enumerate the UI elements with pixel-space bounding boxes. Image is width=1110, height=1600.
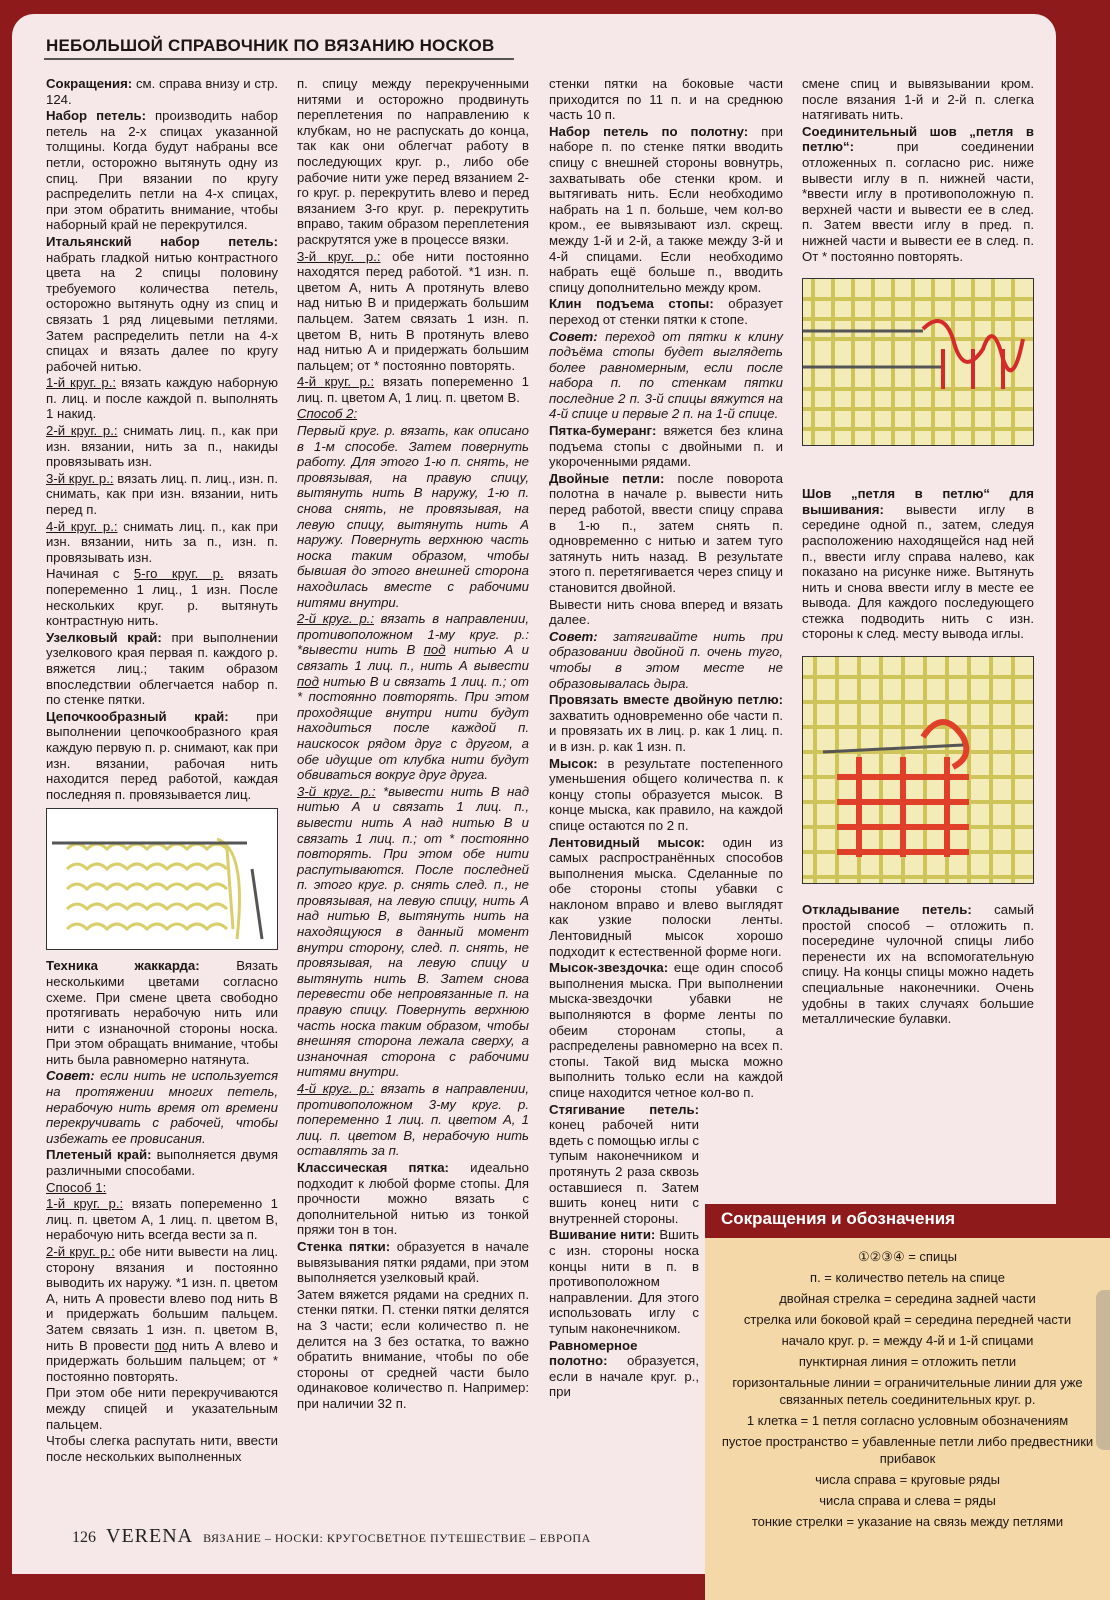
legend-item: 1 клетка = 1 петля согласно условным обозначениям <box>746 1413 1069 1428</box>
paragraph: 2-й круг. р.: снимать лиц. п., как при изн. вязании, нить за п., накиды провязывать изн. <box>46 423 278 470</box>
paragraph: Провязать вместе двойную петлю: захватить одновременно обе части п. и провязать их в лиц. р. как 1 лиц. п. и в изн. р. как 1 изн. п. <box>549 692 783 754</box>
paragraph: При этом обе нити перекручиваются между спицей и указательным пальцем. <box>46 1385 278 1432</box>
paragraph: Затем вяжется рядами на средних п. стенки пятки. П. стенки пятки делятся на 3 части; если количество п. не делится на 3 без остатка, то важно обратить внимание, чтобы по обе стороны от средней части было одинаковое количество п. Например: при наличии 32 п. <box>297 1286 529 1411</box>
legend-item: начало круг. р. = между 4-й и 1-й спицами <box>781 1333 1034 1348</box>
column-2 <box>297 76 529 1412</box>
paragraph: Набор петель: производить набор петель на 2-х спицах указанной толщины. Когда будут набраны все петли, осторожно вытянуть одну из спиц. При вязании по кругу распределить петли на 4-х спицах, при этом обратить внимание, чтобы наборный край не перекрутился. <box>46 108 279 233</box>
column-4 <box>802 76 1034 1028</box>
paragraph: Стенка пятки: образуется в начале вывязывания пятки рядами, при этом выполняется узелковый край. <box>297 1238 529 1286</box>
paragraph: Мысок: в результате постепенного уменьшения общего количества п. к концу стопы образуется мысок. В конце мыска, как правило, на каждой спице остаются по 2 п. <box>549 755 783 833</box>
paragraph: Соединительный шов „петля в петлю“: при соединении отложенных п. согласно рис. ниже вывести иглу в п. нижней части, *ввести иглу в противоположную п. верхней части и вывести ее в след. п. Затем ввести иглу в пред. п. нижней части и вывести ее в след. п. От * постоянно повторять. <box>802 123 1034 264</box>
legend-item: числа справа и слева = ряды <box>819 1493 996 1508</box>
paragraph: 2-й круг. р.: вязать в направлении, противоположном 1-му круг. р.: *вывести нить В под нитью А и связать 1 лиц. п., нить А вывести под нитью В и связать 1 лиц. п.; от * постоянно повторять. При этом проходящие внутри нити будут находиться после каждой п. наискосок рядом друг с другом, а обе идущие от клубка нити будут обвиваться вокруг друг друга. <box>297 611 529 783</box>
legend-box <box>705 1204 1110 1600</box>
paragraph: Мысок-звездочка: еще один способ выполнения мыска. При выполнении мыска-звездочки убавки не выполняются в форме ленты по обеим сторонам стопы, а распределены равномерно на всех п. стопы. Такой вид мыска можно выполнить только если на каждой спице находится четное кол-во п. <box>549 960 783 1100</box>
paragraph: 1-й круг. р.: вязать каждую наборную п. лиц. и после каждой п. выполнять 1 накид. <box>46 375 279 422</box>
legend-item: стрелка или боковой край = середина передней части <box>743 1312 1072 1327</box>
paragraph: Вывести нить снова вперед и вязать далее. <box>549 596 783 628</box>
paragraph: Стягивание петель: конец рабочей нити вдеть с помощью иглы с тупым наконечником и протянуть 2 раза сквозь оставшиеся п. Затем вшить конец нити с внутренней стороны. <box>549 1101 699 1226</box>
paragraph: Совет: если нить не используется на протяжении многих петель, нерабочую нить время от времени перекручивать с рабочей, чтобы избежать ее провисания. <box>46 1068 278 1146</box>
brand-logo: VERENA <box>106 1525 194 1547</box>
paragraph: Начиная с 5-го круг. р. вязать попеременно 1 лиц., 1 изн. После нескольких круг. р. вытянуть контрастную нить. <box>46 566 278 629</box>
paragraph: Способ 2: <box>297 406 358 422</box>
paragraph: 2-й круг. р.: обе нити вывести на лиц. сторону вязания и постоянно выводить их наружу. *1 изн. п. цветом А, нить А провести влево под нить В и придержать большим пальцем. Затем связать 1 изн. п. цветом В, нить В провести под нить А влево и придержать большим пальцем; от * постоянно повторять. <box>46 1244 278 1384</box>
paragraph: Техника жаккарда: Вязать несколькими цветами согласно схеме. При смене цвета свободно протягивать нерабочую нить или нити с изнаночной стороны носка. При этом обращать внимание, чтобы нить была равномерно натянута. <box>46 958 278 1067</box>
paragraph: Способ 1: <box>46 1179 107 1195</box>
paragraph: Чтобы слегка распутать нити, ввести после нескольких выполненных <box>46 1433 278 1464</box>
column-1 <box>46 76 278 1465</box>
page-title: НЕБОЛЬШОЙ СПРАВОЧНИК ПО ВЯЗАНИЮ НОСКОВ <box>46 36 495 55</box>
paragraph: 3-й круг. р.: обе нити постоянно находятся перед работой. *1 изн. п. цветом А, нить А протянуть влево над нитью В и придержать большим пальцем. Затем связать 1 изн. п. цветом В, нить В протянуть влево над нитью А и придержать большим пальцем; от * постоянно повторять. <box>297 248 529 373</box>
paragraph: Вшивание нити: Вшить с изн. стороны носка концы нити в п. в противоположном направлении. Для этого использовать иглу с тупым наконечником. <box>549 1227 699 1336</box>
paragraph: Цепочкообразный край: при выполнении цепочкообразного края каждую первую п. р. снимают, как при изн. вязании, рабочая нить находится перед работой, каждая последняя п. провязывается лиц. <box>46 708 278 802</box>
footer <box>72 1525 591 1548</box>
legend-item: горизонтальные линии = ограничительные линии для уже связанных петель соединительных круг. р. <box>732 1375 1083 1407</box>
paragraph: Пятка-бумеранг: вяжется без клина подъема стопы с двойными п. и укороченными рядами. <box>549 423 783 470</box>
paragraph: п. спицу между перекрученными нитями и осторожно продвинуть переплетения по направлению к клубкам, но не распускать до конца, так как они облегчат работу в последующих круг. р., либо обе рабочие нити уже перед вязанием 2-го круг. р. перекрутить влево и перед вязанием 3-го круг. р. перекрутить вправо, таким образом переплетения раскрутятся уже в процессе вязки. <box>297 76 529 247</box>
paragraph: 3-й круг. р.: вязать лиц. п. лиц., изн. п. снимать, как при изн. вязании, нить перед п. <box>46 470 278 518</box>
title-underline <box>44 58 514 60</box>
paragraph: Клин подъема стопы: образует переход от стенки пятки к стопе. <box>549 296 783 327</box>
legend-item: пунктирная линия = отложить петли <box>798 1354 1017 1369</box>
paragraph: Сокращения: см. справа внизу и стр. 124. <box>46 76 278 107</box>
knitting-illustration-duplicate-stitch <box>802 656 1034 884</box>
page-number: 126 <box>72 1529 96 1546</box>
paragraph: Совет: затягивайте нить при образовании двойной п. очень туго, чтобы в этом месте не образовывалась дыра. <box>549 628 783 691</box>
footer-subtitle: ВЯЗАНИЕ – НОСКИ: КРУГОСВЕТНОЕ ПУТЕШЕСТВИЕ – ЕВРОПА <box>203 1531 591 1545</box>
legend-item: тонкие стрелки = указание на связь между петлями <box>751 1514 1064 1529</box>
paragraph: Лентовидный мысок: один из самых распространённых способов выполнения мыска. Сделанные по обе стороны стопы убавки с наклоном вправо и влево выглядят как узкие полоски ленты. Лентовидный мысок хорошо подходит к естественной форме ноги. <box>549 834 783 959</box>
legend-item: пустое пространство = убавленные петли либо предвестники прибавок <box>721 1434 1094 1466</box>
paragraph: Шов „петля в петлю“ для вышивания: вывести иглу в середине одной п., затем, следуя расположению находящейся над ней п., ввести иглу справа налево, как показано на рисунке ниже. Вытянуть нить и снова ввести иглу в месте ее вывода. Для каждого последующего стежка подводить нить с изн. стороны к след. месту вывода иглы. <box>802 486 1034 642</box>
knitting-illustration-1 <box>46 808 278 950</box>
paragraph: смене спиц и вывязывании кром. после вязания 1-й и 2-й п. слегка натягивать нить. <box>802 76 1034 123</box>
column-3 <box>549 76 783 1401</box>
paragraph: Равномерное полотно: образуется, если в начале круг. р., при <box>549 1337 699 1400</box>
paragraph: 4-й круг. р.: вязать в направлении, противоположном 3-му круг. р. попеременно 1 лиц. п. цветом А, 1 лиц. п. цветом В, нерабочую нить оставлять за п. <box>297 1081 529 1159</box>
paragraph: Набор петель по полотну: при наборе п. по стенке пятки вводить спицу с внешней стороны вовнутрь, захватывать обе стенки кром. и вытягивать нить. Если необходимо набрать на 1 п. больше, чем кол-во кром., ее вывязывают изл. скрещ. между 1-й и 2-й, а также между 3-й и 4-й спицами. Если необходимо набрать ещё больше п., вводить спицу дополнительно между кром. <box>549 123 783 295</box>
paragraph: 3-й круг. р.: *вывести нить В над нитью А и связать 1 лиц. п., вывести нить А над нитью В и связать 1 лиц. п.; от * постоянно повторять. При этом обе нити распутываются. После последней п. этого круг. р. снять след. п., не провязывая, на левую спицу, нить А над нитью В, вытянуть нить на находящуюся в данный момент внутри сторону, след. п. снять, не провязывая, на левую спицу и вытянуть нить В. Затем снова перевести обе непровязанные п. на правую спицу. Повернуть верхнюю часть носка таким образом, чтобы внешняя сторона лежала сверху, а изнаночная сторона с рабочими нитями внутри. <box>297 783 530 1080</box>
legend-list <box>705 1238 1110 1530</box>
paragraph: Откладывание петель: самый простой способ – отложить п. посередине чулочной спицы либо перенести их на вспомогательную спицу. На концы спицы можно надеть специальные наконечники. Очень удобны в таких случаях большие металлические булавки. <box>802 902 1034 1027</box>
legend-item: ①②③④ = спицы <box>857 1249 958 1264</box>
paragraph: 4-й круг. р.: вязать попеременно 1 лиц. п. цветом А, 1 лиц. п. цветом В. <box>297 374 529 405</box>
paragraph: 4-й круг. р.: снимать лиц. п., как при изн. вязании, нить за п., изн. п. провязывать изн. <box>46 518 278 565</box>
paragraph: стенки пятки на боковые части приходится по 11 п. и на среднюю часть 10 п. <box>549 76 783 123</box>
legend-item: двойная стрелка = середина задней части <box>779 1291 1036 1306</box>
legend-item: п. = количество петель на спице <box>810 1270 1005 1285</box>
paragraph: 1-й круг. р.: вязать попеременно 1 лиц. п. цветом А, 1 лиц. п. цветом В, нерабочую нить всегда вести за п. <box>46 1196 278 1243</box>
knitting-illustration-grafting <box>802 278 1034 446</box>
paragraph: Первый круг. р. вязать, как описано в 1-м способе. Затем повернуть работу. Для этого 1-ю п. снять, не провязывая, на правую спицу, вытянуть нить В наружу, 1-ю п. снова снять, не провязывая, на левую спицу, вытянуть нить А наружу. Повернуть верхнюю часть носка таким образом, чтобы бывшая до этого внешней сторона находилась вместе с рабочими нитями внутри. <box>297 423 529 610</box>
legend-item: числа справа = круговые ряды <box>815 1472 1000 1487</box>
paragraph: Двойные петли: после поворота полотна в начале р. вывести нить перед работой, ввести спицу справа в 1-ю п., затем снять п. одновременно с нитью и затем туго затянуть нить назад. В результате этого п. перетягивается через спицу и становится двойной. <box>549 470 783 595</box>
paragraph: Плетеный край: выполняется двумя различными способами. <box>46 1147 278 1179</box>
yarn-ball-edge <box>1096 1290 1110 1450</box>
paragraph: Совет: переход от пятки к клину подъёма стопы будет выглядеть более равномерным, если после набора п. по стенкам пятки последние 2 п. 3-й спицы вяжутся на 4-й спице и первые 2 п. на 1-й спице. <box>549 328 783 422</box>
paragraph: Узелковый край: при выполнении узелкового края первая п. каждого р. вяжется лиц.; таким образом впоследствии облегчается набор п. по стенке пятки. <box>46 629 279 708</box>
paragraph: Классическая пятка: идеально подходит к любой форме стопы. Для прочности можно вязать с дополнительной нитью из тонкой пряжи тон в тон. <box>297 1159 529 1238</box>
legend-title: Сокращения и обозначения <box>705 1204 1110 1238</box>
paragraph: Итальянский набор петель: набрать гладкой нитью контрастного цвета на 2 спицы половину требуемого количества петель, осторожно вытянуть одну из спиц и связать 1 ряд лицевыми петлями. Затем распределить петли на 4-х спицах и вязать далее по кругу рабочей нитью. <box>46 233 278 374</box>
